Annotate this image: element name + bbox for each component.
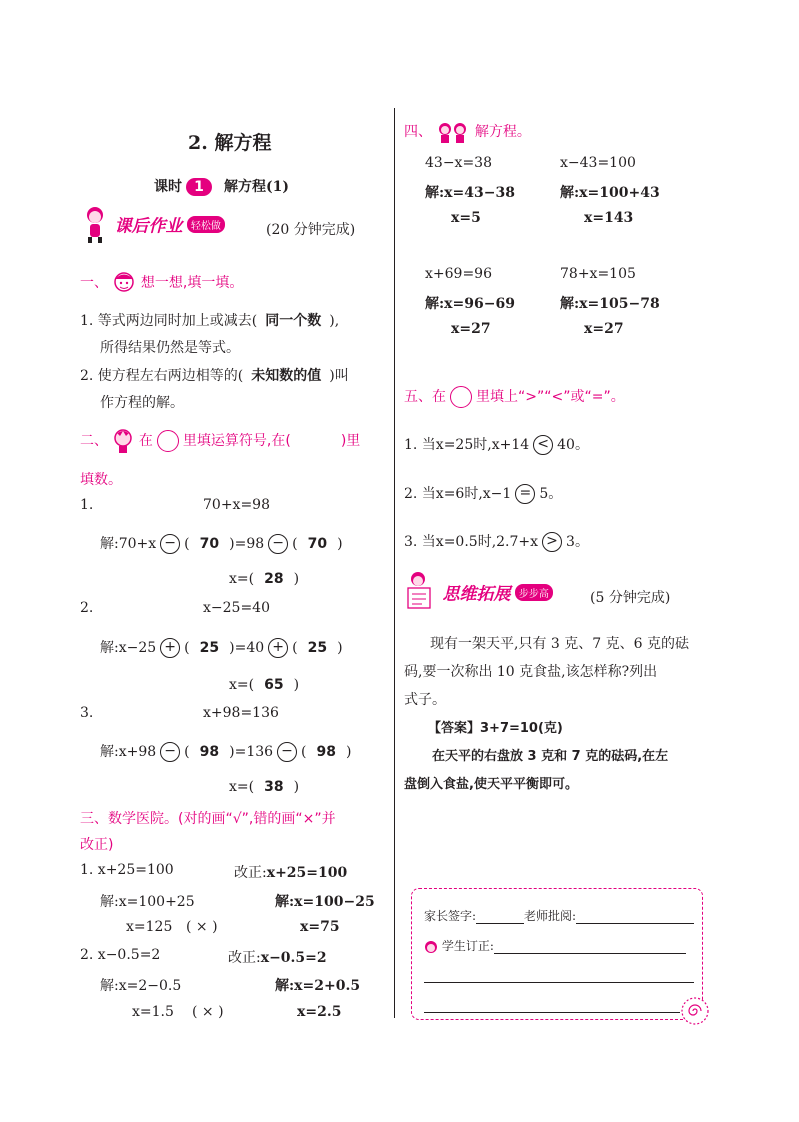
s1-q1-answer: 同一个数 xyxy=(265,313,322,329)
s5-q1-value: 40。 xyxy=(557,437,589,453)
s3-q2-fix xyxy=(228,947,327,967)
s4-e2-question: x−43=100 xyxy=(560,155,636,171)
section-5-heading xyxy=(404,386,625,408)
boy-mascot-icon xyxy=(112,270,136,296)
s1-q2-close: )叫 xyxy=(329,368,349,384)
s2-p3-equation: x+98=136 xyxy=(203,705,279,721)
s2-p2-number: 2. xyxy=(80,600,94,616)
section-4-number: 四、 xyxy=(404,124,432,140)
s2-p2-result: x=( 65 ) xyxy=(229,677,300,693)
s2-p1-equation: 70+x=98 xyxy=(203,497,270,513)
s2-p3-v2: 98 xyxy=(316,744,336,760)
s1-q1-text: 1. 等式两边同时加上或减去( xyxy=(80,313,258,329)
s2-p2-xlabel: x=( xyxy=(229,677,255,693)
girl-mascot-icon xyxy=(80,204,110,244)
s1-q2-line1 xyxy=(80,365,349,385)
section-5-number: 五、在 xyxy=(404,389,446,405)
parent-signature-row xyxy=(424,907,694,924)
lesson-heading xyxy=(154,176,289,196)
s3-q1-equation: 1. x+25=100 xyxy=(80,862,174,878)
s2-p1-solve: 解:70+x − ( 70 )=98 − ( 70 ) xyxy=(100,535,343,552)
extension-problem-line3: 式子。 xyxy=(404,692,446,708)
s5-q3-value: 3。 xyxy=(566,534,589,550)
s2-p1-xvalue: 28 xyxy=(264,571,284,587)
extension-problem-line2: 码,要一次称出 10 克食盐,该怎样称?列出 xyxy=(404,664,658,680)
s2-p2-op2: + xyxy=(268,638,288,658)
girl-with-sign-icon xyxy=(404,570,438,614)
teacher-review-field[interactable] xyxy=(576,909,694,924)
s5-q3-op: > xyxy=(542,532,562,552)
s2-p3-lhs: 解:x+98 xyxy=(100,744,157,760)
s5-q1 xyxy=(404,434,589,455)
homework-label: 课后作业 xyxy=(114,216,183,237)
s2-p1-rhs: )=98 xyxy=(229,536,265,552)
s3-q2-fix-step1: 解:x=2+0.5 xyxy=(275,978,361,994)
s5-q2-text: 2. 当x=6时,x−1 xyxy=(404,486,512,502)
s3-q2-fix-eq: x−0.5=2 xyxy=(260,950,327,966)
s3-q2-step1: 解:x=2−0.5 xyxy=(100,978,182,994)
section-2-heading-cont: 填数。 xyxy=(80,472,122,488)
kids-mascot-icon xyxy=(436,120,470,144)
s3-q1-mark: ( × ) xyxy=(186,919,218,935)
section-2-text-b: 里填运算符号,在( xyxy=(182,433,291,449)
s3-q2-fix-label: 改正: xyxy=(228,950,261,966)
s4-e3-step2: x=27 xyxy=(451,321,491,337)
section-3-heading: 三、数学医院。(对的画“√”,错的画“×”并 xyxy=(80,811,336,827)
s4-e2-step2: x=143 xyxy=(584,210,634,226)
s4-e4-step1: 解:x=105−78 xyxy=(560,296,660,312)
s4-e1-question: 43−x=38 xyxy=(425,155,492,171)
s2-p2-xvalue: 65 xyxy=(264,677,284,693)
student-correction-field[interactable] xyxy=(494,939,686,954)
compare-circle-icon xyxy=(450,386,472,408)
parent-signature-field[interactable] xyxy=(476,909,524,924)
s1-q2-answer: 未知数的值 xyxy=(251,368,322,384)
extension-tag: 步步高 xyxy=(515,584,553,601)
s4-e1-step1: 解:x=43−38 xyxy=(425,185,515,201)
s2-p2-v2: 25 xyxy=(307,640,328,656)
s3-q1-fix-eq: x+25=100 xyxy=(266,865,348,881)
s2-p2-rhs: )=40 xyxy=(229,640,265,656)
s2-p1-result: x=( 28 ) xyxy=(229,571,300,587)
section-2-number: 二、 xyxy=(80,433,108,449)
s3-q1-fix-step2: x=75 xyxy=(300,919,340,935)
extension-answer-line2: 盘倒入食盐,使天平平衡即可。 xyxy=(404,777,578,792)
s2-p2-equation: x−25=40 xyxy=(203,600,270,616)
s2-p3-xlabel: x=( xyxy=(229,779,255,795)
s5-q3-text: 3. 当x=0.5时,2.7+x xyxy=(404,534,539,550)
extension-time: (5 分钟完成) xyxy=(590,590,671,606)
s2-p3-op2: − xyxy=(277,742,297,762)
s3-q2-fix-step2: x=2.5 xyxy=(297,1004,342,1020)
s4-e4-question: 78+x=105 xyxy=(560,266,636,282)
spiral-decoration-icon xyxy=(680,996,710,1026)
parent-signature-label: 家长签字: xyxy=(424,909,477,923)
boy-mascot-icon xyxy=(112,428,134,454)
homework-banner xyxy=(80,204,225,244)
s2-p1-op1: − xyxy=(160,534,180,554)
s2-p3-op1: − xyxy=(160,742,180,762)
s1-q2-line2: 作方程的解。 xyxy=(100,395,184,411)
s2-p1-lhs: 解:70+x xyxy=(100,536,157,552)
s1-q1-line2: 所得结果仍然是等式。 xyxy=(100,340,240,356)
section-3-heading-cont: 改正) xyxy=(80,837,114,853)
page-title: 2. 解方程 xyxy=(188,132,272,154)
lesson-name: 解方程(1) xyxy=(224,179,289,195)
section-2-text-a: 在 xyxy=(138,433,153,449)
homework-time: (20 分钟完成) xyxy=(266,222,356,238)
correction-line-1[interactable] xyxy=(424,968,694,983)
s5-q2-value: 5。 xyxy=(539,486,563,502)
s4-e2-step1: 解:x=100+43 xyxy=(560,185,660,201)
section-4-heading xyxy=(404,120,531,144)
s1-q1-line1 xyxy=(80,310,339,330)
section-4-title: 解方程。 xyxy=(474,124,531,140)
s2-p2-op1: + xyxy=(160,638,180,658)
s2-p3-result: x=( 38 ) xyxy=(229,779,300,795)
s3-q1-step2: x=125 xyxy=(126,919,173,935)
s3-q1-step1: 解:x=100+25 xyxy=(100,894,195,910)
correction-line-2[interactable] xyxy=(424,998,680,1013)
s5-q1-text: 1. 当x=25时,x+14 xyxy=(404,437,530,453)
s2-p1-number: 1. xyxy=(80,497,94,513)
s1-q1-close: ), xyxy=(329,313,340,329)
s5-q1-op: < xyxy=(533,435,553,455)
s3-q1-fix-step1: 解:x=100−25 xyxy=(275,894,375,910)
homework-tag: 轻松做 xyxy=(187,216,225,233)
section-2-text-c: )里 xyxy=(340,433,361,449)
s3-q2-step2: x=1.5 xyxy=(132,1004,174,1020)
s2-p2-solve: 解:x−25 + ( 25 )=40 + ( 25 ) xyxy=(100,639,343,656)
s3-q2-mark: ( × ) xyxy=(192,1004,224,1020)
s1-q2-text: 2. 使方程左右两边相等的( xyxy=(80,368,244,384)
section-1-number: 一、 xyxy=(80,275,108,291)
lesson-number-badge: 1 xyxy=(186,178,212,196)
s2-p3-number: 3. xyxy=(80,705,94,721)
teacher-review-label: 老师批阅: xyxy=(524,909,577,923)
section-2-heading xyxy=(80,428,360,454)
lesson-prefix: 课时 xyxy=(154,179,182,195)
s3-q2-equation: 2. x−0.5=2 xyxy=(80,947,161,963)
s2-p2-v1: 25 xyxy=(199,640,220,656)
extension-answer: 【答案】3+7=10(克) xyxy=(428,721,563,736)
s5-q3 xyxy=(404,531,589,552)
extension-answer-line1: 在天平的右盘放 3 克和 7 克的砝码,在左 xyxy=(432,749,669,764)
s2-p3-xvalue: 38 xyxy=(264,779,284,795)
s4-e1-step2: x=5 xyxy=(451,210,481,226)
s2-p2-lhs: 解:x−25 xyxy=(100,640,157,656)
s2-p1-op2: − xyxy=(268,534,288,554)
student-correction-label: 学生订正: xyxy=(441,939,494,953)
s4-e3-step1: 解:x=96−69 xyxy=(425,296,515,312)
column-divider xyxy=(394,108,395,1018)
extension-banner xyxy=(404,570,553,614)
s2-p3-solve: 解:x+98 − ( 98 )=136 − ( 98 ) xyxy=(100,743,352,760)
s4-e3-question: x+69=96 xyxy=(425,266,492,282)
s2-p1-v2: 70 xyxy=(307,536,328,552)
section-1-heading xyxy=(80,270,243,296)
s4-e4-step2: x=27 xyxy=(584,321,624,337)
s2-p1-xlabel: x=( xyxy=(229,571,255,587)
section-1-title: 想一想,填一填。 xyxy=(140,275,244,291)
s2-p3-v1: 98 xyxy=(199,744,220,760)
s3-q1-fix xyxy=(234,862,347,882)
student-correction-row xyxy=(424,937,686,954)
section-5-title: 里填上“>”“<”或“=”。 xyxy=(476,389,625,405)
s2-p1-v1: 70 xyxy=(199,536,220,552)
s3-q1-fix-label: 改正: xyxy=(234,865,267,881)
s5-q2-op: = xyxy=(515,484,535,504)
extension-problem-line1: 现有一架天平,只有 3 克、7 克、6 克的砝 xyxy=(430,636,689,652)
s2-p3-rhs: )=136 xyxy=(229,744,274,760)
s5-q2 xyxy=(404,483,562,504)
extension-label: 思维拓展 xyxy=(442,584,511,605)
operator-circle-icon xyxy=(157,430,179,452)
student-face-icon xyxy=(424,940,438,954)
